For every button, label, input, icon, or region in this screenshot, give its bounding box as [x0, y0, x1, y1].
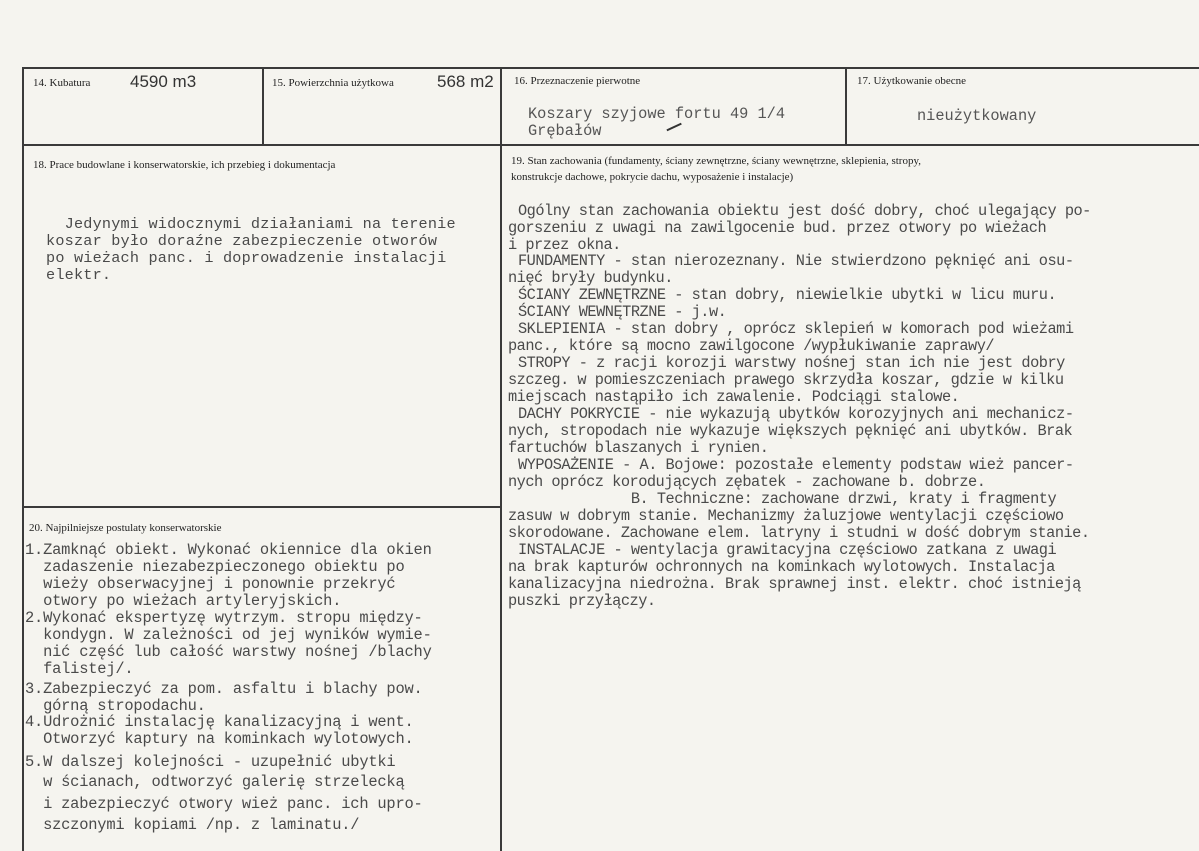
stan-zachowania-label-line2: konstrukcje dachowe, pokrycie dachu, wyposażenie i instalacje)	[511, 171, 794, 183]
s20-line: falistej/.	[25, 660, 134, 678]
s19-line: DACHY POKRYCIE - nie wykazują ubytków korozyjnych ani mechanicz-	[518, 405, 1074, 423]
s19-line: FUNDAMENTY - stan nierozeznany. Nie stwierdzono pęknięć ani osu-	[518, 252, 1074, 270]
s18-line: Jedynymi widocznymi działaniami na terenie	[46, 215, 456, 233]
s20-line: 1.Zamknąć obiekt. Wykonać okiennice dla okien	[25, 541, 432, 559]
s20-line: wieży obserwacyjnej i ponownie przekryć	[25, 575, 396, 593]
s18-line: po wieżach panc. i doprowadzenie instalacji	[46, 249, 447, 267]
s20-line: 5.W dalszej kolejności - uzupełnić ubytki	[25, 753, 396, 771]
przeznaczenie-value-line1: Koszary szyjowe fortu 49 1/4	[528, 105, 786, 123]
rule-header-bottom	[22, 144, 1199, 146]
s20-line: kondygn. W zależności od jej wyników wymie-	[25, 626, 432, 644]
s19-line: B. Techniczne: zachowane drzwi, kraty i fragmenty	[518, 490, 1057, 508]
s19-line: fartuchów blaszanych i rynien.	[508, 439, 769, 457]
s19-line: miejscach nastąpiło ich zawalenie. Podciągi stalowe.	[508, 388, 960, 406]
s20-line: 3.Zabezpieczyć za pom. asfaltu i blachy pow.	[25, 680, 423, 698]
s19-line: i przez okna.	[508, 236, 621, 254]
s19-line: nych oprócz korodujących zębatek - zachowane b. dobrze.	[508, 473, 986, 491]
powierzchnia-value: 568 m2	[437, 72, 494, 91]
s20-line: nić część lub całość warstwy nośnej /blachy	[25, 643, 432, 661]
s20-line: Otworzyć kaptury na kominkach wylotowych.	[25, 730, 414, 748]
s19-line: SKLEPIENIA - stan dobry , oprócz sklepień w komorach pod wieżami	[518, 320, 1074, 338]
s20-line: i zabezpieczyć otwory wież panc. ich upro-	[25, 795, 423, 813]
s19-line: puszki przyłączy.	[508, 592, 656, 610]
rule-top	[22, 67, 1199, 69]
s19-line: Ogólny stan zachowania obiektu jest dość dobry, choć ulegający po-	[518, 202, 1091, 220]
s19-line: szczeg. w pomieszczeniach prawego skrzydła koszar, gdzie w kilku	[508, 371, 1064, 389]
s19-line: gorszeniu z uwagi na zawilgocenie bud. przez otwory po wieżach	[508, 219, 1047, 237]
pen-mark	[666, 123, 681, 131]
s20-line: górną stropodachu.	[25, 697, 206, 715]
rule-v2	[500, 67, 502, 851]
kubatura-label: 14. Kubatura	[33, 77, 91, 89]
s19-line: nych, stropodach nie wykazuje większych pęknięć ani ubytków. Brak	[508, 422, 1073, 440]
powierzchnia-label: 15. Powierzchnia użytkowa	[272, 77, 394, 89]
kubatura-value: 4590 m3	[130, 72, 197, 91]
s19-line: na brak kapturów ochronnych na kominkach wylotowych. Instalacja	[508, 558, 1055, 576]
s18-line: elektr.	[46, 266, 112, 284]
s20-line: otwory po wieżach artyleryjskich.	[25, 592, 342, 610]
s20-line: zadaszenie niezabezpieczonego obiektu po	[25, 558, 405, 576]
prace-budowlane-label: 18. Prace budowlane i konserwatorskie, ich przebieg i dokumentacja	[33, 159, 336, 171]
postulaty-label: 20. Najpilniejsze postulaty konserwatorskie	[29, 522, 222, 534]
rule-left-edge	[22, 67, 24, 851]
s20-line: 2.Wykonać ekspertyzę wytrzym. stropu między-	[25, 609, 423, 627]
s18-line: koszar było doraźne zabezpieczenie otworów	[46, 232, 438, 250]
uzytkowanie-label: 17. Użytkowanie obecne	[857, 75, 967, 87]
rule-v3	[845, 67, 847, 145]
stan-zachowania-label-line1: 19. Stan zachowania (fundamenty, ściany zewnętrzne, ściany wewnętrzne, sklepienia, stropy,	[511, 155, 922, 167]
s19-line: nięć bryły budynku.	[508, 269, 673, 287]
przeznaczenie-value-line2: Grębałów	[528, 122, 602, 140]
uzytkowanie-value: nieużytkowany	[917, 107, 1037, 125]
rule-v1	[262, 67, 264, 145]
s19-line: INSTALACJE - wentylacja grawitacyjna częściowo zatkana z uwagi	[518, 541, 1057, 559]
s19-line: STROPY - z racji korozji warstwy nośnej stan ich nie jest dobry	[518, 354, 1065, 372]
s19-line: ŚCIANY WEWNĘTRZNE - j.w.	[518, 303, 727, 321]
s19-line: panc., które są mocno zawilgocone /wypłukiwanie zaprawy/	[508, 337, 995, 355]
s20-line: w ścianach, odtworzyć galerię strzelecką	[25, 773, 405, 791]
s19-line: ŚCIANY ZEWNĘTRZNE - stan dobry, niewielkie ubytki w licu muru.	[518, 286, 1057, 304]
s19-line: skorodowane. Zachowane elem. latryny i studni w dość dobrym stanie.	[508, 524, 1090, 542]
s19-line: zasuw w dobrym stanie. Mechanizmy żaluzjowe wentylacji częściowo	[508, 507, 1064, 525]
s19-line: WYPOSAŻENIE - A. Bojowe: pozostałe elementy podstaw wież pancer-	[518, 456, 1074, 474]
przeznaczenie-label: 16. Przeznaczenie pierwotne	[514, 75, 641, 87]
s20-line: 4.Udrożnić instalację kanalizacyjną i went.	[25, 713, 414, 731]
s20-line: szczonymi kopiami /np. z laminatu./	[25, 816, 360, 834]
s19-line: kanalizacyjna niedrożna. Brak sprawnej inst. elektr. choć istnieją	[508, 575, 1081, 593]
rule-s18-bottom	[22, 506, 501, 508]
